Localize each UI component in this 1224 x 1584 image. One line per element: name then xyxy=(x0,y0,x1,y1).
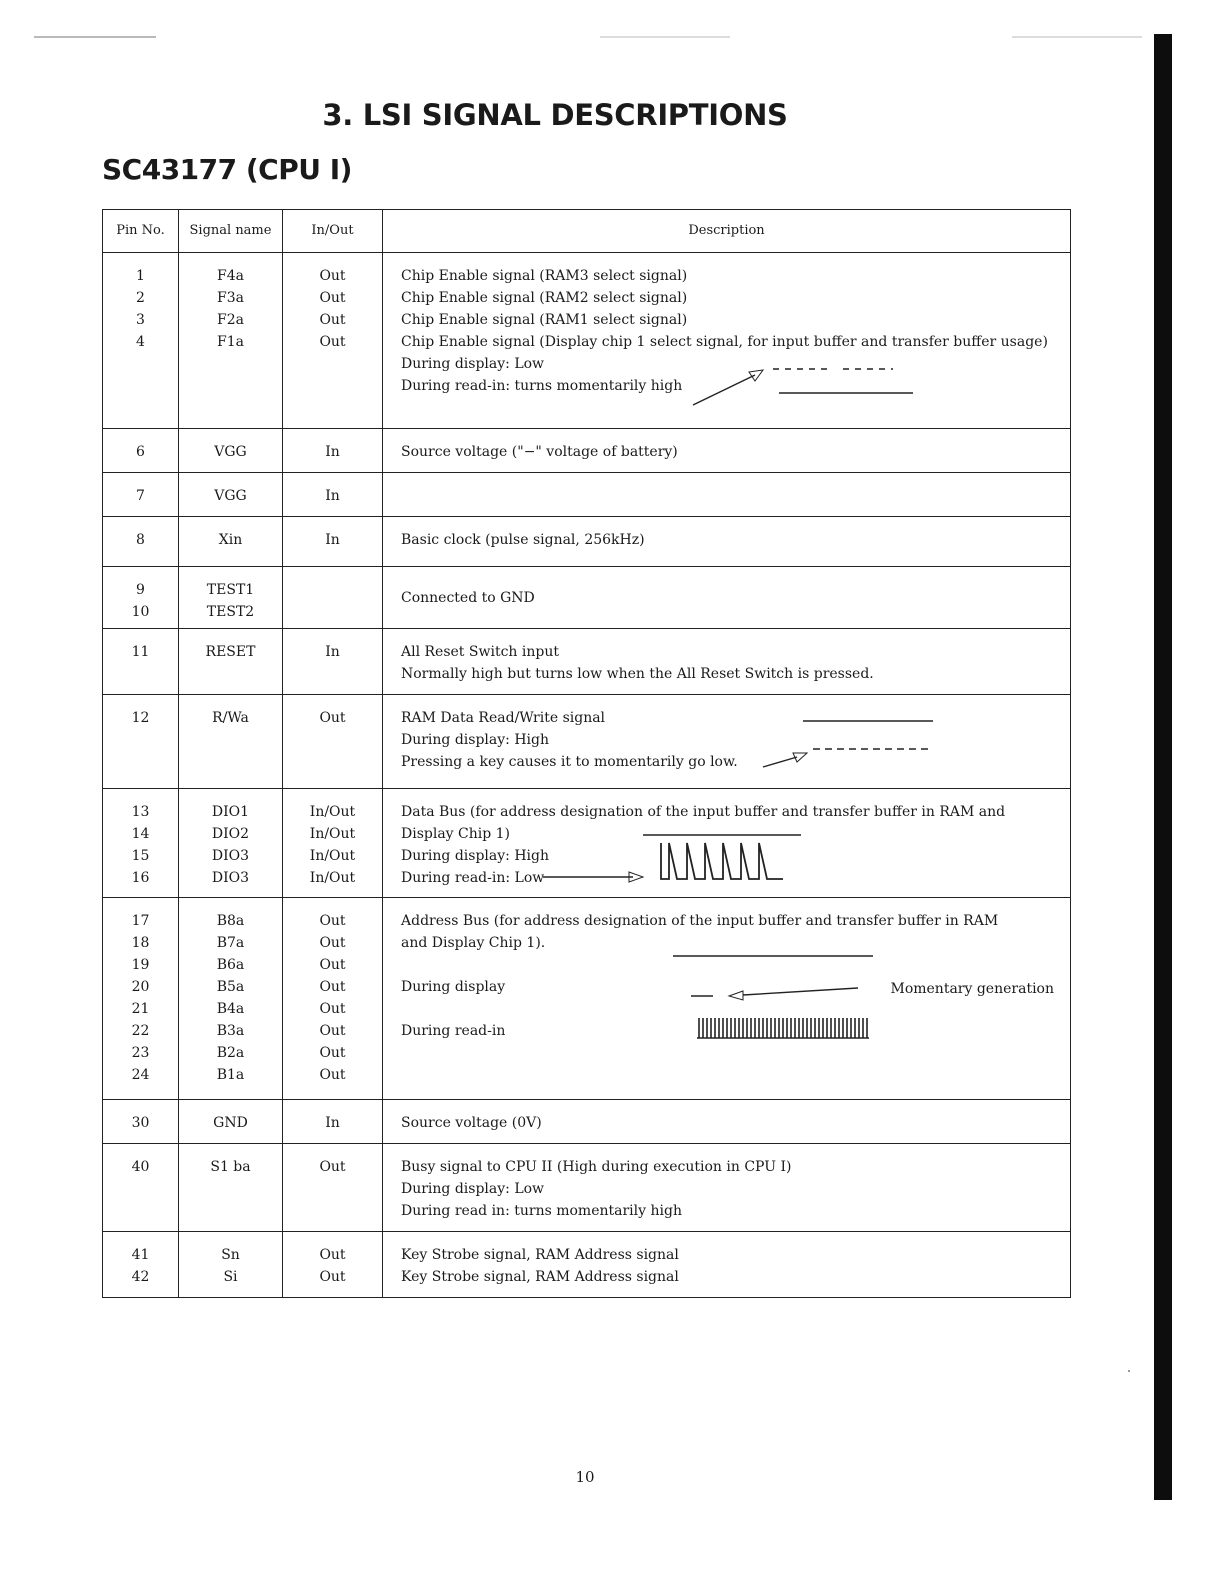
signal-name: S1 ba xyxy=(210,1159,251,1175)
description-line: RAM Data Read/Write signal xyxy=(401,710,606,726)
description-line: Address Bus (for address designation of the input buffer and transfer buffer in RAM xyxy=(401,913,999,929)
io-value: In/Out xyxy=(309,870,356,886)
description-line: During read-in: turns momentarily high xyxy=(401,378,683,394)
description-cell xyxy=(383,517,1071,567)
signal-name: RESET xyxy=(205,644,256,660)
signal-cell xyxy=(179,567,283,629)
read-in-pulse-train xyxy=(699,1018,867,1038)
table-row xyxy=(103,253,1071,429)
signal-name: R/Wa xyxy=(212,710,249,726)
io-cell xyxy=(283,629,383,695)
pin-cell xyxy=(103,429,179,473)
signal-name: B6a xyxy=(216,957,245,973)
data-bus-waveform xyxy=(543,829,823,891)
pin-number: 1 xyxy=(136,268,145,284)
signal-name: B4a xyxy=(216,1001,245,1017)
scan-speck xyxy=(1128,1370,1130,1372)
description-cell xyxy=(383,1144,1071,1232)
pin-number: 3 xyxy=(136,312,145,328)
description-line: Key Strobe signal, RAM Address signal xyxy=(401,1247,679,1263)
top-rule-mid xyxy=(600,36,730,38)
description-cell xyxy=(383,789,1071,898)
page-edge-shadow xyxy=(1154,34,1172,1500)
signal-name: DIO1 xyxy=(211,804,250,820)
table-row xyxy=(103,473,1071,517)
io-cell xyxy=(283,429,383,473)
signal-cell xyxy=(179,1100,283,1144)
signal-cell xyxy=(179,1144,283,1232)
pin-number: 22 xyxy=(131,1023,150,1039)
table-row xyxy=(103,429,1071,473)
signal-name: F1a xyxy=(217,334,244,350)
pin-number: 21 xyxy=(131,1001,150,1017)
signal-name: B5a xyxy=(216,979,245,995)
table-row xyxy=(103,1232,1071,1298)
signal-name: VGG xyxy=(214,488,247,504)
pin-number: 20 xyxy=(131,979,150,995)
signal-cell xyxy=(179,695,283,789)
table-row xyxy=(103,1144,1071,1232)
pin-number: 13 xyxy=(131,804,150,820)
signal-cell xyxy=(179,517,283,567)
rw-waveform xyxy=(763,709,943,779)
table-row xyxy=(103,517,1071,567)
io-value: Out xyxy=(319,913,346,929)
pin-cell xyxy=(103,1100,179,1144)
signal-cell xyxy=(179,253,283,429)
signal-name: Si xyxy=(223,1269,238,1285)
io-cell xyxy=(283,898,383,1100)
pin-number: 30 xyxy=(131,1115,150,1131)
signal-name: B7a xyxy=(216,935,245,951)
description-line: Source voltage ("−" voltage of battery) xyxy=(401,444,678,460)
io-cell xyxy=(283,517,383,567)
io-value: Out xyxy=(319,710,346,726)
pin-cell xyxy=(103,567,179,629)
signal-table xyxy=(102,209,1071,1298)
description-line: During read-in: Low xyxy=(401,870,545,886)
description-line: Pressing a key causes it to momentarily go low. xyxy=(401,754,738,770)
io-cell xyxy=(283,695,383,789)
signal-cell xyxy=(179,429,283,473)
table-header-row xyxy=(103,210,1071,253)
io-value: Out xyxy=(319,935,346,951)
signal-name: Sn xyxy=(221,1247,240,1263)
io-value: In xyxy=(325,444,340,460)
pin-number: 11 xyxy=(131,644,150,660)
chip-title: SC43177 (CPU I) xyxy=(102,153,352,186)
description-line: Data Bus (for address designation of the input buffer and transfer buffer in RAM and xyxy=(401,804,1006,820)
pin-number: 6 xyxy=(136,444,145,460)
top-rule-right xyxy=(1012,36,1142,38)
description-line: Basic clock (pulse signal, 256kHz) xyxy=(401,532,645,548)
description-cell xyxy=(383,629,1071,695)
io-cell xyxy=(283,473,383,517)
io-cell xyxy=(283,253,383,429)
io-value: In xyxy=(325,488,340,504)
io-value: Out xyxy=(319,1067,346,1083)
io-value: In/Out xyxy=(309,848,356,864)
signal-name: DIO3 xyxy=(211,870,250,886)
io-value: Out xyxy=(319,268,346,284)
chip-enable-waveform xyxy=(693,353,933,413)
description-cell xyxy=(383,253,1071,429)
pin-cell xyxy=(103,1144,179,1232)
pin-cell xyxy=(103,517,179,567)
pin-cell xyxy=(103,898,179,1100)
io-value: Out xyxy=(319,334,346,350)
io-value: In/Out xyxy=(309,804,356,820)
io-value: Out xyxy=(319,1247,346,1263)
table-row xyxy=(103,898,1071,1100)
top-rule-left xyxy=(34,36,156,38)
description-line: During display: Low xyxy=(401,356,545,372)
pin-number: 8 xyxy=(136,532,145,548)
table-row xyxy=(103,695,1071,789)
description-cell xyxy=(383,898,1071,1100)
pin-number: 41 xyxy=(131,1247,150,1263)
address-bus-waveform xyxy=(673,948,973,1068)
signal-name: B8a xyxy=(216,913,245,929)
io-value: Out xyxy=(319,979,346,995)
header-signal: Signal name xyxy=(179,210,283,253)
description-line: Chip Enable signal (RAM1 select signal) xyxy=(401,312,688,328)
description-line: Busy signal to CPU II (High during execution in CPU I) xyxy=(401,1159,792,1175)
pin-number: 10 xyxy=(131,604,150,620)
description-line: During display: Low xyxy=(401,1181,545,1197)
pin-cell xyxy=(103,253,179,429)
io-value: Out xyxy=(319,1045,346,1061)
signal-cell xyxy=(179,898,283,1100)
pin-cell xyxy=(103,1232,179,1298)
signal-name: Xin xyxy=(218,532,243,548)
description-cell xyxy=(383,429,1071,473)
io-value: In xyxy=(325,532,340,548)
io-cell xyxy=(283,1100,383,1144)
description-cell xyxy=(383,1100,1071,1144)
signal-name: GND xyxy=(213,1115,248,1131)
pin-cell xyxy=(103,473,179,517)
pin-number: 9 xyxy=(136,582,145,598)
signal-cell xyxy=(179,1232,283,1298)
signal-cell xyxy=(179,473,283,517)
pin-number: 16 xyxy=(131,870,150,886)
description-line: During read in: turns momentarily high xyxy=(401,1203,682,1219)
pin-number: 4 xyxy=(136,334,145,350)
io-cell xyxy=(283,1232,383,1298)
signal-cell xyxy=(179,789,283,898)
description-line: and Display Chip 1). xyxy=(401,935,546,951)
table-row xyxy=(103,567,1071,629)
pin-number: 12 xyxy=(131,710,150,726)
pin-cell xyxy=(103,695,179,789)
description-cell xyxy=(383,473,1071,517)
momentary-generation-note: Momentary generation xyxy=(890,981,1054,997)
pin-number: 2 xyxy=(136,290,145,306)
signal-name: DIO2 xyxy=(211,826,250,842)
io-value: In xyxy=(325,1115,340,1131)
description-cell xyxy=(383,1232,1071,1298)
io-value: In xyxy=(325,644,340,660)
section-title: 3. LSI SIGNAL DESCRIPTIONS xyxy=(322,98,788,132)
io-value: Out xyxy=(319,1023,346,1039)
io-value: In/Out xyxy=(309,826,356,842)
pin-cell xyxy=(103,629,179,695)
signal-name: B2a xyxy=(216,1045,245,1061)
signal-name: VGG xyxy=(214,444,247,460)
pin-cell xyxy=(103,789,179,898)
io-value: Out xyxy=(319,1001,346,1017)
description-line: Connected to GND xyxy=(401,589,535,606)
io-cell xyxy=(283,1144,383,1232)
table-row xyxy=(103,1100,1071,1144)
pin-number: 7 xyxy=(136,488,145,504)
pin-number: 14 xyxy=(131,826,150,842)
io-value: Out xyxy=(319,312,346,328)
description-cell xyxy=(383,695,1071,789)
header-pin: Pin No. xyxy=(103,210,179,253)
io-cell xyxy=(283,567,383,629)
description-line: Normally high but turns low when the All Reset Switch is pressed. xyxy=(401,666,874,682)
pin-number: 40 xyxy=(131,1159,150,1175)
signal-name: F4a xyxy=(217,268,244,284)
description-line: During read-in xyxy=(401,1023,506,1039)
description-line: Key Strobe signal, RAM Address signal xyxy=(401,1269,679,1285)
pin-number: 42 xyxy=(131,1269,150,1285)
description-line: During display: High xyxy=(401,848,549,864)
page-number: 10 xyxy=(575,1468,595,1486)
description-line: Chip Enable signal (RAM3 select signal) xyxy=(401,268,688,284)
io-cell xyxy=(283,789,383,898)
pin-number: 18 xyxy=(131,935,150,951)
signal-name: TEST1 xyxy=(206,582,255,598)
io-value: Out xyxy=(319,290,346,306)
header-io: In/Out xyxy=(283,210,383,253)
description-line: All Reset Switch input xyxy=(401,644,559,660)
header-description: Description xyxy=(383,210,1071,253)
io-value: Out xyxy=(319,1269,346,1285)
signal-name: B3a xyxy=(216,1023,245,1039)
signal-cell xyxy=(179,629,283,695)
pin-number: 19 xyxy=(131,957,150,973)
signal-name: B1a xyxy=(216,1067,245,1083)
description-line: During display xyxy=(401,979,506,995)
signal-name: F2a xyxy=(217,312,244,328)
table-row xyxy=(103,629,1071,695)
pin-number: 17 xyxy=(131,913,150,929)
description-line: Chip Enable signal (Display chip 1 select signal, for input buffer and transfer buffer usage) xyxy=(401,334,1048,350)
description-line: Source voltage (0V) xyxy=(401,1115,542,1131)
description-line: Chip Enable signal (RAM2 select signal) xyxy=(401,290,688,306)
signal-name: DIO3 xyxy=(211,848,250,864)
io-value: Out xyxy=(319,1159,346,1175)
description-cell xyxy=(383,567,1071,629)
io-value: Out xyxy=(319,957,346,973)
signal-name: F3a xyxy=(217,290,244,306)
pin-number: 23 xyxy=(131,1045,150,1061)
table-row xyxy=(103,789,1071,898)
description-line: Display Chip 1) xyxy=(401,826,511,842)
description-line: During display: High xyxy=(401,732,549,748)
pin-number: 24 xyxy=(131,1067,150,1083)
signal-name: TEST2 xyxy=(206,604,255,620)
pin-number: 15 xyxy=(131,848,150,864)
